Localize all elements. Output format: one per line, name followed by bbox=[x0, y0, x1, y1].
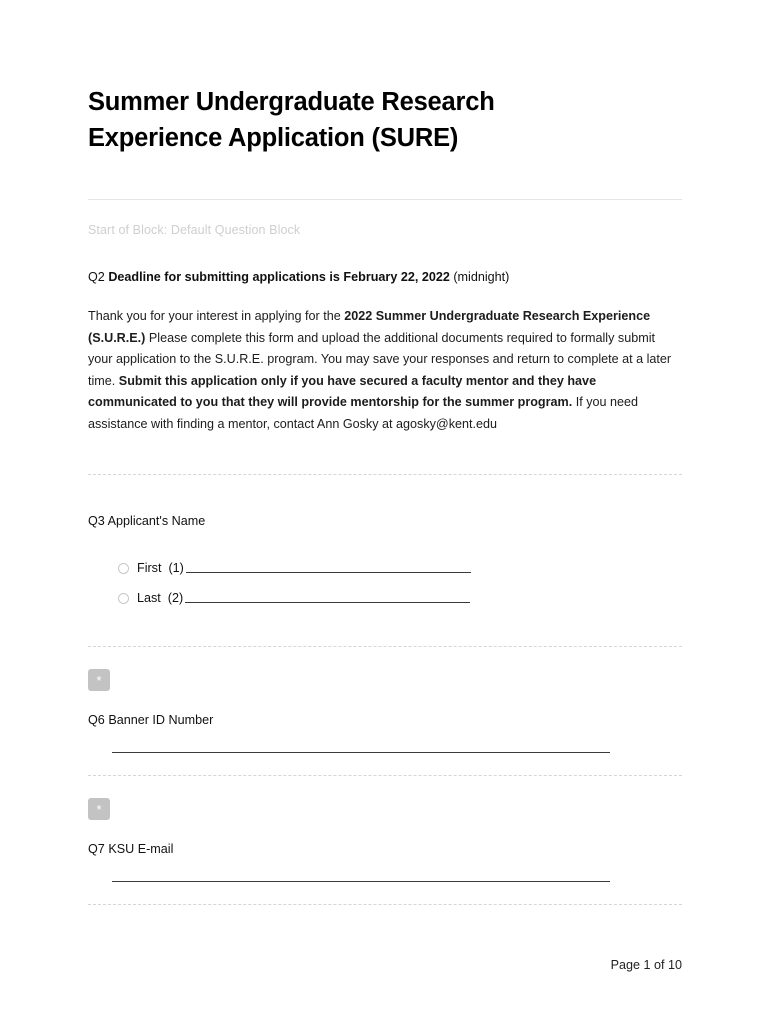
q6-answer-wrap bbox=[88, 730, 682, 753]
q2-heading-tail: (midnight) bbox=[449, 270, 510, 284]
q2-number: Q2 bbox=[88, 270, 105, 284]
asterisk-required-icon: * bbox=[88, 798, 110, 820]
q2-body-seg5: If you need assistance with finding a mentor, contact Ann Gosky at agosky@kent.edu bbox=[88, 395, 639, 431]
question-block-q3 bbox=[88, 475, 682, 613]
q6-number: Q6 bbox=[88, 713, 105, 727]
q2-body bbox=[88, 287, 682, 435]
q6-label: Banner ID Number bbox=[108, 713, 214, 727]
q3-choice-last-label: Last (2) bbox=[137, 591, 184, 605]
q7-number: Q7 bbox=[88, 842, 105, 856]
q6-heading bbox=[88, 691, 682, 730]
q2-body-seg4: Submit this application only if you have secured a faculty mentor and they have communicated to you that they will provide mentorship for the summer program. bbox=[88, 373, 597, 409]
q2-body-seg1: Thank you for your interest in applying for the bbox=[88, 309, 345, 323]
q7-label: KSU E-mail bbox=[108, 842, 174, 856]
q3-label: Applicant's Name bbox=[107, 514, 206, 528]
q3-choice-list bbox=[88, 531, 682, 613]
asterisk-required-icon: * bbox=[88, 669, 110, 691]
q3-choice-first[interactable] bbox=[88, 553, 682, 583]
q3-number: Q3 bbox=[88, 514, 105, 528]
q6-required-badge-wrap bbox=[88, 647, 682, 691]
title-divider bbox=[88, 199, 682, 200]
page-title: Summer Undergraduate Research Experience Application (SURE) bbox=[88, 88, 495, 152]
question-block-q2 bbox=[88, 239, 682, 435]
q7-required-badge-wrap bbox=[88, 776, 682, 820]
q7-answer-line[interactable] bbox=[112, 881, 610, 882]
q3-heading bbox=[88, 475, 682, 531]
block-start-label: Start of Block: Default Question Block bbox=[88, 223, 301, 237]
q3-choice-first-label: First (1) bbox=[137, 561, 184, 575]
section-divider-4 bbox=[88, 904, 682, 905]
q7-heading bbox=[88, 820, 682, 859]
q2-heading-bold: Deadline for submitting applications is February 22, 2022 bbox=[108, 270, 450, 284]
radio-unselected-icon[interactable] bbox=[118, 563, 129, 574]
q3-choice-last[interactable] bbox=[88, 583, 682, 613]
q7-answer-wrap bbox=[88, 859, 682, 882]
q2-heading bbox=[88, 239, 682, 287]
q3-choice-first-input-line[interactable] bbox=[186, 563, 471, 573]
q3-choice-last-input-line[interactable] bbox=[185, 593, 470, 603]
q6-answer-line[interactable] bbox=[112, 752, 610, 753]
question-block-q7 bbox=[88, 776, 682, 882]
q2-body-seg3: Please complete this form and upload the additional documents required to formally submit your application to the S.U.R.E. program. You may save your responses and return to complete at a later time. bbox=[88, 330, 672, 388]
question-block-q6 bbox=[88, 647, 682, 753]
radio-unselected-icon[interactable] bbox=[118, 593, 129, 604]
q2-body-seg2: 2022 Summer Undergraduate Research Experience (S.U.R.E.) bbox=[88, 309, 651, 345]
page-footer: Page 1 of 10 bbox=[610, 958, 682, 972]
